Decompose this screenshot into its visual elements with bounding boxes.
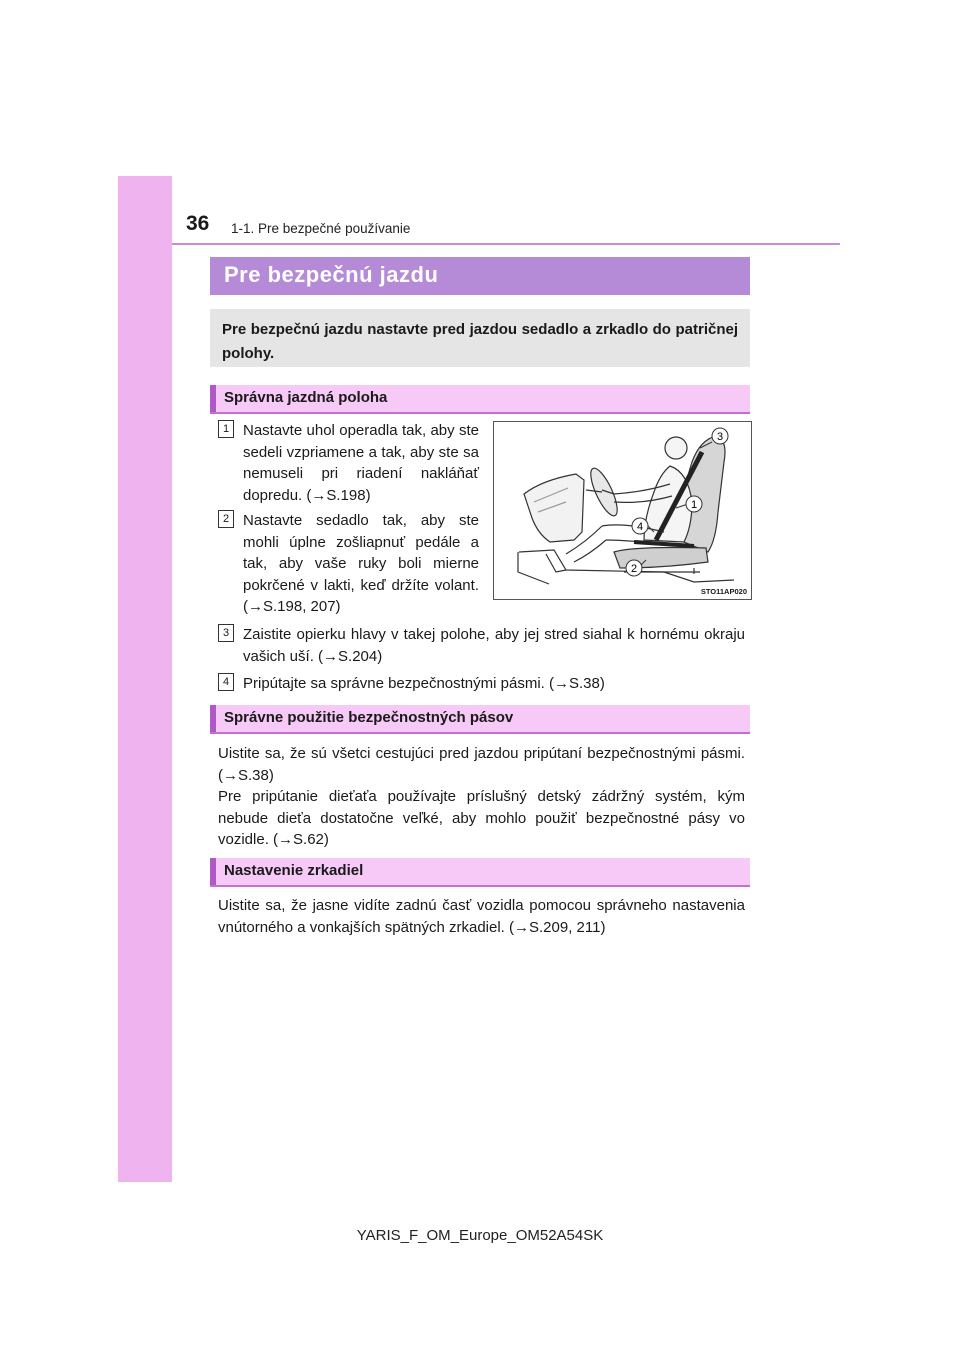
step-number-3: 3 xyxy=(218,624,234,642)
sidebar-tab xyxy=(118,176,172,1182)
page-number: 36 xyxy=(186,212,210,235)
section-heading-position xyxy=(210,385,750,414)
chapter-heading: 1-1. Pre bezpečné používanie xyxy=(231,221,411,236)
callout-1-label: 1 xyxy=(690,499,698,511)
step-number-1: 1 xyxy=(218,420,234,438)
page-title: Pre bezpečnú jazdu xyxy=(224,262,439,287)
section-heading-label: Správne použitie bezpečnostných pásov xyxy=(224,709,514,726)
section-heading-label: Správna jazdná poloha xyxy=(224,389,388,406)
step-text-4: Pripútajte sa správne bezpečnostnými pásmi. (→S.38) xyxy=(243,675,605,692)
step-text-1: Nastavte uhol operadla tak, aby ste sedeli vzpriamene a tak, aby ste sa nemuseli pri riadení nakláňať dopredu. (→S.198) xyxy=(243,422,479,504)
section-heading-mirrors xyxy=(210,858,750,887)
step-text-2: Nastavte sedadlo tak, aby ste mohli úplne zošliapnuť pedále a tak, aby vaše ruky boli mierne pokrčené v lakti, keď držíte volant. (→S.198, 207) xyxy=(243,512,479,615)
intro-text: Pre bezpečnú jazdu nastavte pred jazdou sedadlo a zrkadlo do patričnej polohy. xyxy=(222,321,738,362)
section-heading-label: Nastavenie zrkadiel xyxy=(224,862,364,879)
step-number-2: 2 xyxy=(218,510,234,528)
step-number-4: 4 xyxy=(218,673,234,691)
document-footer: YARIS_F_OM_Europe_OM52A54SK xyxy=(356,1227,604,1244)
callout-3-label: 3 xyxy=(716,431,724,443)
driver-seat-illustration xyxy=(494,422,751,599)
section-heading-belts xyxy=(210,705,750,734)
belts-text: Uistite sa, že sú všetci cestujúci pred jazdou pripútaní bezpečnostnými pásmi. (→S.38) Pre pripútanie dieťaťa používajte príslušný detský zádržný systém, kým nebude dieťa dostatočne veľké, aby mohlo použiť bezpečnostné pásy vo vozidle. (→S.62) xyxy=(218,745,745,848)
mirrors-text: Uistite sa, že jasne vidíte zadnú časť vozidla pomocou správneho nastavenia vnútorného a vonkajších spätných zrkadiel. (→S.209, 211) xyxy=(218,897,745,936)
step-text-3: Zaistite opierku hlavy v takej polohe, aby jej stred siahal k hornému okraju vašich uší. (→S.204) xyxy=(243,626,745,665)
driving-position-figure xyxy=(493,421,752,600)
figure-code: STO11AP020 xyxy=(700,587,747,596)
callout-4-label: 4 xyxy=(636,521,644,533)
intro-box xyxy=(210,309,750,367)
page-title-bar xyxy=(210,257,750,295)
header-divider xyxy=(172,243,840,245)
callout-2-label: 2 xyxy=(630,563,638,575)
